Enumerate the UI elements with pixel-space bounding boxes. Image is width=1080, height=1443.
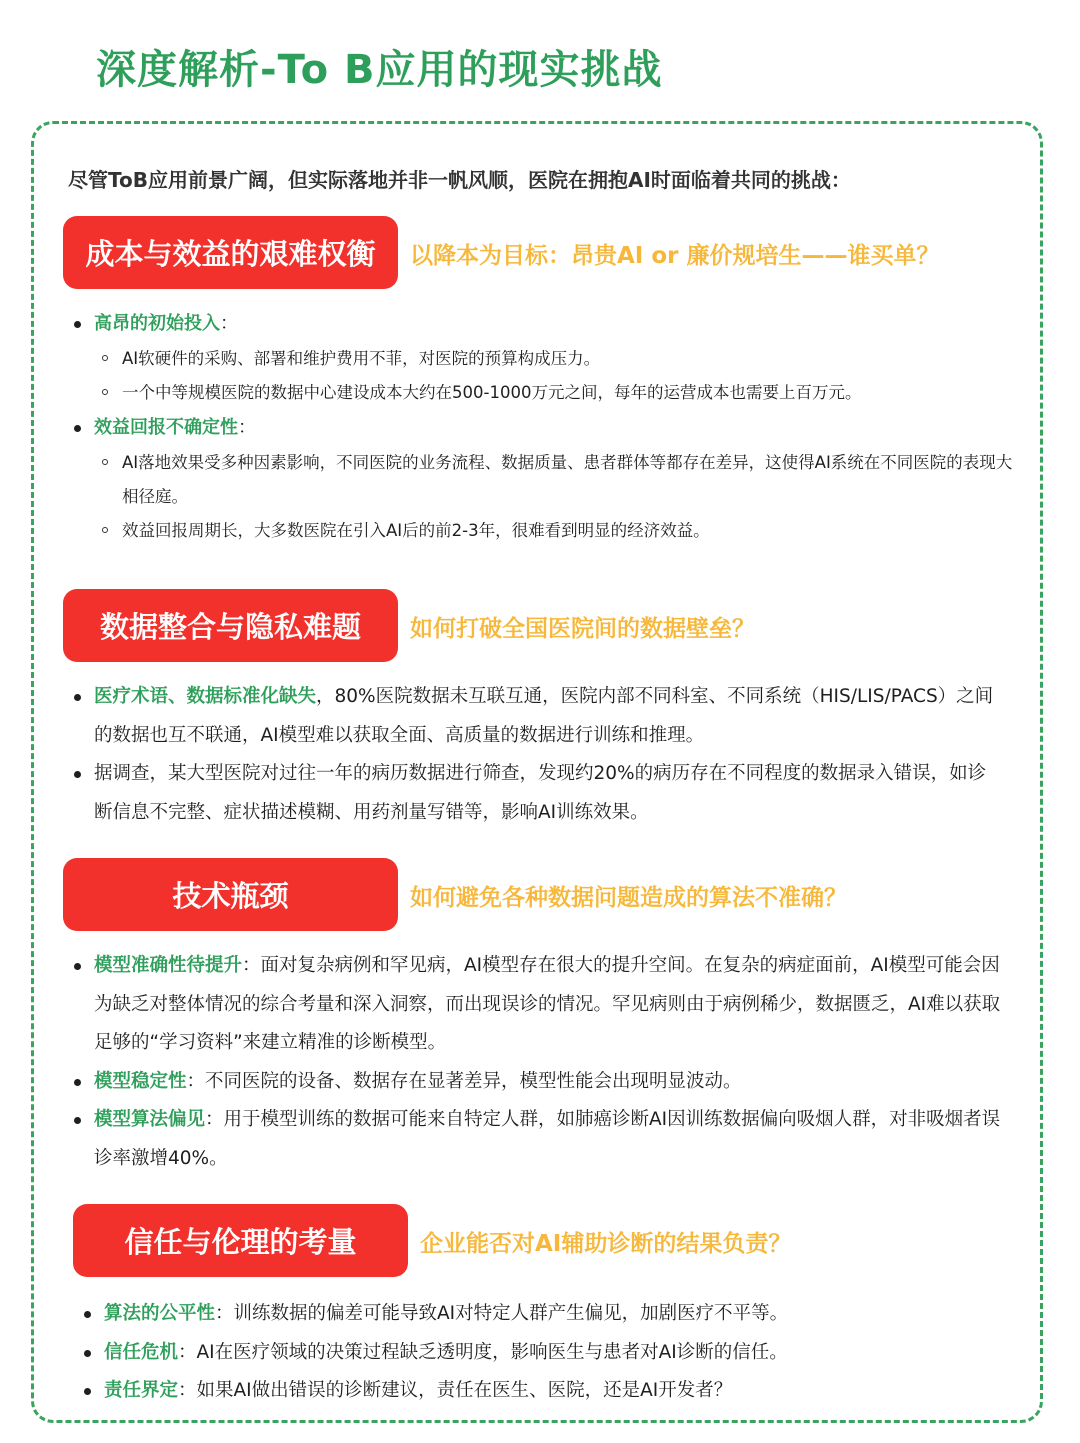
section-question-cost: 以降本为目标：昂贵AI or 廉价规培生——谁买单？ bbox=[410, 243, 940, 269]
sub-list-item: 效益回报周期长，大多数医院在引入AI后的前2-3年，很难看到明显的经济效益。 bbox=[70, 514, 1020, 548]
cost-list bbox=[70, 306, 1020, 548]
section-question-tech: 如何避免各种数据问题造成的算法不准确？ bbox=[410, 885, 847, 911]
item-text: ：如果AI做出错误的诊断建议，责任在医生、医院，还是AI开发者？ bbox=[178, 1380, 733, 1401]
list-item bbox=[70, 306, 1020, 342]
list-item bbox=[70, 678, 1000, 755]
section-banner-tech: 技术瓶颈 bbox=[63, 858, 398, 931]
list-item bbox=[70, 947, 1018, 1063]
item-text: ：训练数据的偏差可能导致AI对特定人群产生偏见，加剧医疗不平等。 bbox=[215, 1303, 789, 1324]
section-question-trust: 企业能否对AI辅助诊断的结果负责？ bbox=[420, 1231, 792, 1257]
item-label: 高昂的初始投入 bbox=[94, 313, 220, 334]
section-banner-cost: 成本与效益的艰难权衡 bbox=[63, 216, 398, 289]
item-label: 模型准确性待提升 bbox=[94, 955, 243, 976]
section-question-data: 如何打破全国医院间的数据壁垒？ bbox=[410, 616, 755, 642]
item-text: ： bbox=[220, 313, 238, 334]
trust-list bbox=[80, 1295, 1020, 1411]
sub-list-item: AI落地效果受多种因素影响，不同医院的业务流程、数据质量、患者群体等都存在差异，这使得AI系统在不同医院的表现大相径庭。 bbox=[70, 446, 1020, 514]
item-label: 模型稳定性 bbox=[94, 1070, 187, 1092]
tech-list bbox=[70, 947, 1018, 1178]
item-text: ：AI在医疗领域的决策过程缺乏透明度，影响医生与患者对AI诊断的信任。 bbox=[178, 1341, 788, 1363]
sub-list-item: 一个中等规模医院的数据中心建设成本大约在500-1000万元之间，每年的运营成本也需要上百万元。 bbox=[70, 376, 1020, 410]
item-text: ： bbox=[238, 417, 256, 438]
item-text: ：不同医院的设备、数据存在显著差异，模型性能会出现明显波动。 bbox=[186, 1070, 742, 1092]
item-label: 责任界定 bbox=[104, 1380, 179, 1401]
list-item bbox=[80, 1334, 1020, 1373]
item-text: ，80%医院数据未互联互通，医院内部不同科室、不同系统（HIS/LIS/PACS）之间的数据也互不联通，AI模型难以获取全面、高质量的数据进行训练和推理。 bbox=[94, 686, 994, 746]
item-label: 医疗术语、数据标准化缺失 bbox=[94, 686, 317, 707]
section-banner-data: 数据整合与隐私难题 bbox=[63, 589, 398, 662]
section-banner-trust: 信任与伦理的考量 bbox=[73, 1204, 408, 1277]
item-text: 据调查，某大型医院对过往一年的病历数据进行筛查，发现约20%的病历存在不同程度的数据录入错误，如诊断信息不完整、症状描述模糊、用药剂量写错等，影响AI训练效果。 bbox=[94, 763, 987, 823]
list-item bbox=[70, 1101, 1018, 1178]
item-label: 算法的公平性 bbox=[104, 1303, 216, 1324]
sub-list-item: AI软硬件的采购、部署和维护费用不菲，对医院的预算构成压力。 bbox=[70, 342, 1020, 376]
item-label: 信任危机 bbox=[104, 1341, 179, 1363]
item-label: 模型算法偏见 bbox=[94, 1109, 206, 1130]
page-title: 深度解析-To B应用的现实挑战 bbox=[96, 47, 663, 93]
item-label: 效益回报不确定性 bbox=[94, 417, 238, 438]
list-item bbox=[80, 1372, 1020, 1411]
list-item bbox=[80, 1295, 1020, 1334]
list-item bbox=[70, 1063, 1018, 1102]
data-list bbox=[70, 678, 1000, 832]
item-text: ：用于模型训练的数据可能来自特定人群，如肺癌诊断AI因训练数据偏向吸烟人群，对非吸烟者误诊率激增40%。 bbox=[94, 1109, 1001, 1169]
list-item bbox=[70, 755, 1000, 832]
item-text: ：面对复杂病例和罕见病，AI模型存在很大的提升空间。在复杂的病症面前，AI模型可能会因为缺乏对整体情况的综合考量和深入洞察，而出现误诊的情况。罕见病则由于病例稀少，数据匮乏，AI难以获取足够的“学习资料”来建立精准的诊断模型。 bbox=[94, 955, 1001, 1053]
list-item bbox=[70, 410, 1020, 446]
intro-text: 尽管ToB应用前景广阔，但实际落地并非一帆风顺，医院在拥抱AI时面临着共同的挑战： bbox=[68, 168, 851, 192]
